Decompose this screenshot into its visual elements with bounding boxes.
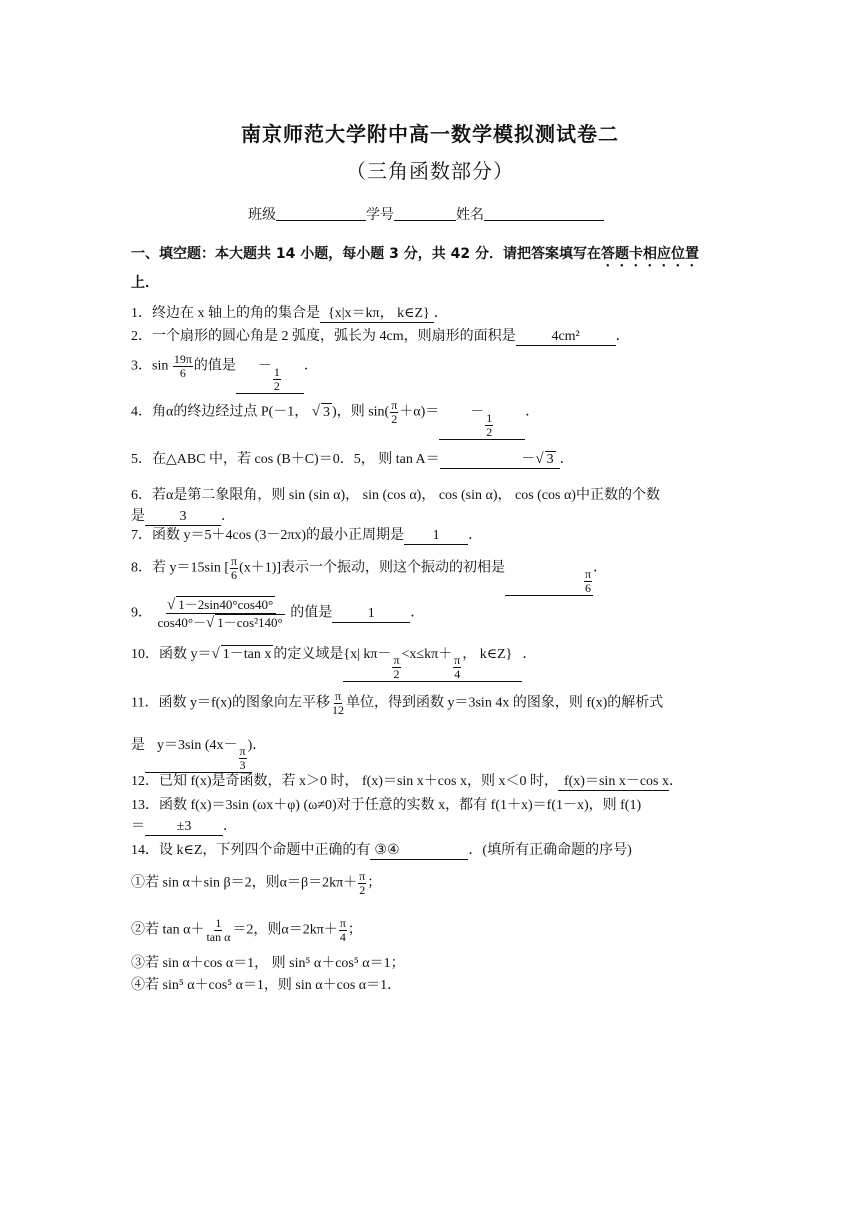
fraction: $\frac{\pi}{2}$ [391,398,398,426]
section-heading: 一、填空题：本大题共 14 小题，每小题 3 分，共 42 分．请把答案填写在答题卡相应位置 [131,246,699,262]
answer-5: －√ 3 [440,451,560,469]
question-14: 14．设 k∈Z，下列四个命题中正确的有 ③④ ．(填所有正确命题的序号) [131,843,632,858]
fraction: $\frac{\pi}{4}$ [339,916,346,944]
question-7: 7．函数 y＝5＋4cos (3－2πx)的最小正周期是 1 ． [131,528,483,543]
answer-9: 1 [332,606,410,623]
section-heading-cont: 上． [131,275,159,291]
fraction: $\frac{\pi}{2}$ [359,869,366,897]
question-13: 13．函数 f(x)＝3sin (ωx＋φ) (ω≠0)对于任意的实数 x，都有 f(1＋x)＝f(1－x)，则 f(1) [131,798,642,813]
class-label: 班级 [248,207,276,223]
question-10: 10．函数 y＝√ 1－tan x 的定义域是{x| kπ－ $\frac{\pi}{2}$ <x≤kπ＋ $\frac{\pi}{4}$ ， k∈Z} ． [131,646,537,681]
answer-12b: sin x－cos x [598,774,669,789]
page-title: 南京师范大学附中高一数学模拟测试卷二 [241,122,619,146]
answer-7: 1 [404,528,468,545]
question-13-cont: ＝ ±3 ． [131,819,237,834]
fraction: $\frac{1}{\text{tan α}}$ [206,916,231,944]
question-11-cont: 是 y＝3sin (4x－ $\frac{\pi}{3}$ )． [131,738,267,772]
fraction: $\frac{\pi}{12}$ [331,689,344,717]
proposition-2: ②若 tan α＋ $\frac{1}{\text{tan α}}$ ＝2，则α＝2kπ＋ $\frac{\pi}{4}$ ； [131,916,362,944]
student-info-row [248,204,604,224]
class-blank[interactable] [276,206,366,221]
answer-1: {x|x＝kπ， k∈Z} [320,306,434,323]
proposition-4: ④若 sin⁵ α＋cos⁵ α＝1，则 sin α＋cos α＝1． [131,978,402,993]
name-blank[interactable] [484,206,604,221]
answer-10: {x| kπ－ $\frac{\pi}{2}$ <x≤kπ＋ $\frac{\pi}{4}$ ， k∈Z} [343,647,522,682]
proposition-1: ①若 sin α＋sin β＝2，则α＝β＝2kπ＋ $\frac{\pi}{2}$ ； [131,869,382,897]
question-4: 4．角α的终边经过点 P(－1， √ 3 )，则 sin( $\frac{\pi}{2}$ ＋α)＝ － $\frac{1}{2}$ ． [131,398,540,439]
page-subtitle: （三角函数部分） [346,159,514,183]
question-1: 1．终边在 x 轴上的角的集合是 {x|x＝kπ， k∈Z} ． [131,306,448,321]
question-2: 2．一个扇形的圆心角是 2 弧度，弧长为 4cm，则扇形的面积是 4cm² ． [131,329,630,344]
id-blank[interactable] [394,206,456,221]
fraction: $\frac{√ 1-2\sin 40^\circ\cos 40^\circ}{\text{cos40°－√ 1－cos²140°}}$ [157,597,283,631]
fraction: $\frac{\pi}{6}$ [231,554,238,582]
name-label: 姓名 [456,207,484,223]
question-6: 6．若α是第二象限角，则 sin (sin α)， sin (cos α)， cos (sin α)， cos (cos α)中正数的个数 [131,488,660,503]
answer-12a: f(x)＝ [558,774,599,791]
answer-2: 4cm² [516,329,616,346]
id-label: 学号 [366,207,394,223]
answer-14: ③④ [370,843,468,860]
question-9: 9． $\frac{√ 1-2\sin 40^\circ\cos 40^\circ}{\text{cos40°－√ 1－cos²140°}}$ 的值是 1 ． [131,597,425,631]
question-5: 5．在△ABC 中，若 cos (B＋C)＝0．5， 则 tan A＝ －√ 3 ． [131,451,574,467]
answer-11: y＝3sin (4x－ $\frac{\pi}{3}$ ) [145,738,252,773]
sqrt: 1－tan x [222,647,272,662]
question-3: 3．sin $\frac{19\pi}{6}$ 的值是 － $\frac{1}{2}$ ． [131,352,318,393]
question-11: 11．函数 y＝f(x)的图象向左平移 $\frac{\pi}{12}$ 单位，得到函数 y＝3sin 4x 的图象，则 f(x)的解析式 [131,689,664,717]
question-12: 12．已知 f(x)是奇函数，若 x＞0 时， f(x)＝sin x＋cos x，则 x＜0 时， f(x)＝sin x－cos x． [131,774,683,789]
answer-6: 3 [145,509,221,526]
answer-13: ±3 [145,819,223,836]
answer-3: － $\frac{1}{2}$ [236,359,304,394]
proposition-3: ③若 sin α＋cos α＝1， 则 sin⁵ α＋cos⁵ α＝1； [131,956,405,971]
question-8: 8．若 y＝15sin [ $\frac{\pi}{6}$ (x＋1)]表示一个振动，则这个振动的初相是 $\frac{\pi}{6}$ ． [131,554,608,595]
fraction: $\frac{19\pi}{6}$ [173,352,192,380]
dotted-emphasis: 答题卡相应位置 [600,246,699,262]
answer-4: － $\frac{1}{2}$ [439,405,525,440]
question-6-cont: 是 3 ． [131,509,235,524]
sqrt: 3 [323,404,331,420]
answer-8: $\frac{\pi}{6}$ [505,561,593,596]
